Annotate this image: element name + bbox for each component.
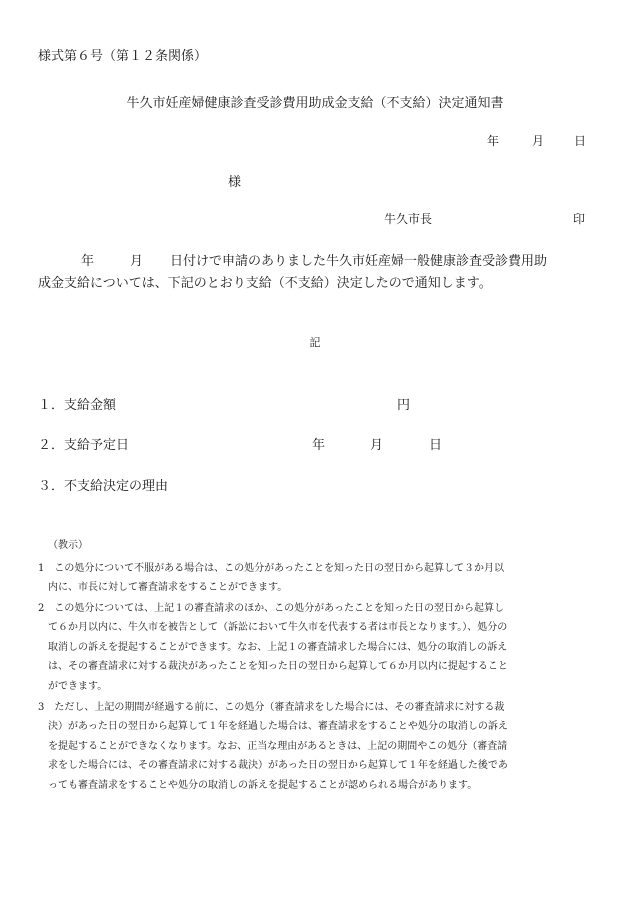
note-line: 決）があった日の翌日から起算して１年を経過した場合は、審査請求をすることや処分の取消しの訴え bbox=[48, 721, 508, 732]
note-line: は、その審査請求に対する裁決があったことを知った日の翌日から起算して６か月以内に提起すること bbox=[48, 661, 508, 672]
body-text-line2: 成金支給については、下記のとおり支給（不支給）決定したので通知します。 bbox=[38, 276, 492, 291]
body-text-line1: 日付けで申請のありました牛久市妊産婦一般健康診査受診費用助 bbox=[170, 254, 548, 269]
note-line: を提起することができなくなります。なお、正当な理由があるときは、上記の期間やこの処分（審査請 bbox=[48, 741, 508, 752]
addressee: 様 bbox=[228, 175, 242, 190]
note-line: 求をした場合には、その審査請求に対する裁決）があった日の翌日から起算して１年を経過した後であ bbox=[48, 760, 508, 771]
form-number: 様式第６号（第１２条関係） bbox=[38, 49, 208, 64]
note-line: 3 ただし、上記の期間が経過する前に、この処分（審査請求をした場合には、その審査請求に対する裁 bbox=[38, 702, 505, 713]
payment-date-month: 月 bbox=[370, 438, 384, 453]
seal-mark: 印 bbox=[573, 212, 586, 226]
note-line: ができます。 bbox=[48, 681, 108, 692]
body-month: 月 bbox=[130, 254, 144, 269]
payment-amount-label: １．支給金額 bbox=[38, 398, 117, 413]
note-line: っても審査請求をすることや処分の取消しの訴えを提起することが認められる場合があります。 bbox=[48, 780, 478, 791]
issue-date-month: 月 bbox=[532, 134, 545, 148]
issuer-name: 牛久市長 bbox=[384, 212, 433, 226]
body-year: 年 bbox=[81, 254, 95, 269]
payment-date-label: ２．支給予定日 bbox=[38, 438, 130, 453]
payment-date-day: 日 bbox=[429, 438, 443, 453]
note-line: 1 この処分について不服がある場合は、この処分があったことを知った日の翌日から起算して３か月以 bbox=[38, 563, 505, 574]
notes-heading: （教示） bbox=[48, 540, 88, 551]
note-line: て６か月以内に、牛久市を被告として（訴訟において牛久市を代表する者は市長となります。）、処分の bbox=[48, 622, 508, 633]
issue-date-day: 日 bbox=[574, 134, 587, 148]
issue-date-year: 年 bbox=[487, 134, 500, 148]
note-line: 2 この処分については、上記１の審査請求のほか、この処分があったことを知った日の翌日から起算し bbox=[38, 603, 505, 614]
non-payment-reason-label: ３．不支給決定の理由 bbox=[38, 479, 169, 494]
ki-heading: 記 bbox=[309, 336, 321, 349]
payment-amount-unit: 円 bbox=[397, 398, 411, 413]
note-line: 取消しの訴えを提起することができます。なお、上記１の審査請求した場合には、処分の取消しの訴え bbox=[48, 642, 508, 653]
note-line: 内に、市長に対して審査請求をすることができます。 bbox=[48, 582, 288, 593]
document-title: 牛久市妊産婦健康診査受診費用助成金支給（不支給）決定通知書 bbox=[126, 96, 504, 111]
payment-date-year: 年 bbox=[312, 438, 326, 453]
